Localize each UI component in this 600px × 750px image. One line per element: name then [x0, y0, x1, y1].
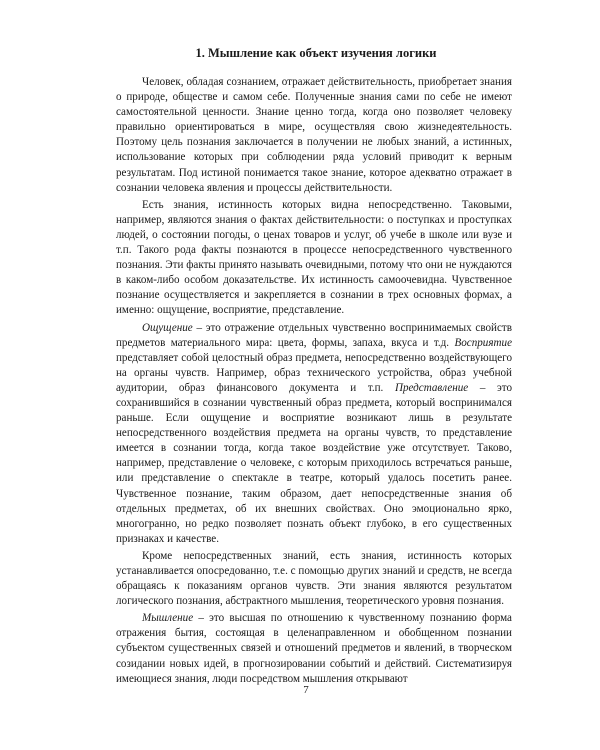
term: Мышление: [142, 612, 194, 625]
text-run: – это сохранившийся в сознании чувственный образ предмета, который воспринимался раньше. Если ощущение и восприятие возникают лишь в результате непосредственного воздействия предмета на органы чувств, то представление имеется в сознании тогда, когда такое воздействие уже отсутствует. Таково, например, представление о человеке, с которым приходилось встречаться раньше, или представление о спектакле в театре, который удалось посетить ранее. Чувственное познание, таким образом, дает непосредственные знания об отдельных предметах, об их внешних свойствах. Оно эмоционально ярко, многогранно, но редко позволяет познать объект глубоко, в его существенных признаках и качестве.: [116, 381, 513, 545]
paragraph: [116, 321, 512, 547]
text-run: представляет собой целостный образ предмета, непосредственно воздействующего на органы чувств. Например, образ технического устройства, образ учебной аудитории, образ финансового документа и т.п.: [116, 351, 512, 394]
paragraph: [116, 75, 512, 196]
text-run: Кроме непосредственных знаний, есть знания, истинность которых устанавливается опосредованно, т.е. с помощью других знаний и средств, не всегда обращаясь к показаниям органов чувств. Эти знания являются результатом логического познания, абстрактного мышления, теоретического уровня познания.: [116, 549, 512, 608]
body-text: [116, 75, 512, 687]
term: Представление: [394, 381, 469, 394]
paragraph: [116, 549, 512, 609]
term: Ощущение: [142, 321, 193, 334]
section-heading: 1. Мышление как объект изучения логики: [195, 46, 437, 60]
text-run: Человек, обладая сознанием, отражает действительность, приобретает знания о природе, обществе и самом себе. Полученные знания сами по себе не имеют самостоятельной ценности. Знание ценно тогда, когда оно позволяет человеку правильно ориентироваться в мире, осуществляя свою жизнедеятельность. Поэтому цель познания заключается в получении не любых знаний, а истинных, использование которых при соблюдении ряда условий приводит к верным результатам. Под истиной понимается такое знание, которое адекватно отражает в сознании человека явления и процессы действительности.: [116, 76, 512, 194]
text-run: Есть знания, истинность которых видна непосредственно. Таковыми, например, являются знания о фактах действительности: о поступках и проступках людей, о состоянии погоды, о ценах товаров и услуг, об учебе в школе или вузе и т.п. Такого рода факты познаются в процессе непосредственного чувственного познания. Эти факты принято называть очевидными, потому что они не нуждаются в каком-либо особом доказательстве. Их истинность самоочевидна. Чувственное познание осуществляется и закрепляется в сознании в трех основных формах, а именно: ощущение, восприятие, представление.: [116, 198, 512, 317]
text-run: – это высшая по отношению к чувственному познанию форма отражения бытия, состоящая в целенаправленном и обобщенном познании субъектом существенных связей и отношений предметов и явлений, в творческом созидании новых идей, в прогнозировании событий и действий. Систематизируя имеющиеся знания, люди посредством мышления открывают: [116, 612, 512, 685]
text-run: – это отражение отдельных чувственно воспринимаемых свойств предметов материального мира: цвета, формы, запаха, вкуса и т.д.: [116, 321, 512, 349]
term: Восприятие: [454, 336, 512, 349]
paragraph: [116, 198, 512, 319]
page-number: 7: [303, 684, 309, 696]
paragraph: [116, 611, 512, 686]
